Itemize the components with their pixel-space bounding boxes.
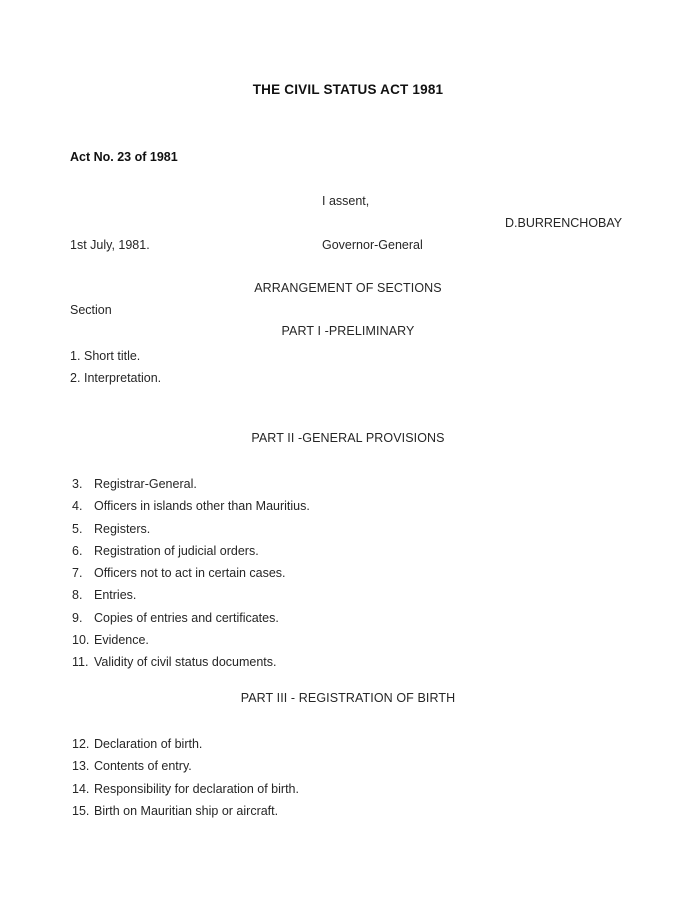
section-number: 3. (72, 477, 83, 491)
section-label: Registration of judicial orders. (94, 543, 259, 558)
assent-signatory: D.BURRENCHOBAY (505, 216, 623, 230)
assent-date: 1st July, 1981. (70, 238, 150, 252)
section-number: 8. (72, 588, 83, 603)
part-heading-1: PART I -PRELIMINARY (281, 324, 415, 338)
section-label: Short title. (84, 349, 141, 363)
section-label: Evidence. (94, 633, 149, 648)
list-item (72, 518, 310, 540)
section-list-part-1 (70, 345, 161, 390)
section-label: Interpretation. (84, 371, 162, 386)
list-item (72, 651, 310, 673)
section-label: Officers not to act in certain cases. (94, 566, 286, 581)
section-number: 15. (72, 803, 90, 818)
assent-office: Governor-General (322, 238, 423, 252)
list-item (72, 629, 310, 651)
page-title: THE CIVIL STATUS ACT 1981 (252, 82, 444, 97)
list-item (72, 607, 310, 629)
list-item (72, 800, 299, 822)
list-item (70, 367, 161, 389)
part-heading-2: PART II -GENERAL PROVISIONS (251, 431, 445, 445)
section-label: Validity of civil status documents. (94, 655, 277, 670)
section-label: Officers in islands other than Mauritius. (94, 499, 310, 514)
section-number: 7. (72, 566, 83, 581)
list-item (72, 584, 310, 606)
list-item (72, 495, 310, 517)
list-item (72, 562, 310, 584)
assent-line: I assent, (322, 194, 370, 208)
section-number: 9. (72, 610, 83, 625)
list-item (72, 755, 299, 777)
section-number: 14. (72, 781, 90, 796)
section-number: 5. (72, 521, 83, 536)
section-column-label: Section (70, 303, 112, 317)
section-number: 1. (70, 349, 81, 363)
section-label: Contents of entry. (94, 759, 192, 774)
list-item (72, 540, 310, 562)
section-number: 13. (72, 759, 90, 774)
section-number: 12. (72, 737, 90, 751)
section-label: Copies of entries and certificates. (94, 610, 279, 625)
section-label: Registers. (94, 521, 151, 536)
section-label: Registrar-General. (94, 477, 197, 491)
list-item (72, 778, 299, 800)
section-label: Declaration of birth. (94, 737, 203, 751)
list-item (72, 473, 310, 495)
section-label: Birth on Mauritian ship or aircraft. (94, 803, 279, 818)
section-label: Entries. (94, 588, 137, 603)
section-number: 11. (72, 655, 89, 670)
section-label: Responsibility for declaration of birth. (94, 781, 299, 796)
section-number: 2. (70, 371, 81, 386)
section-number: 4. (72, 499, 83, 514)
list-item (70, 345, 161, 367)
section-number: 10. (72, 633, 90, 648)
section-number: 6. (72, 543, 83, 558)
part-heading-3: PART III - REGISTRATION OF BIRTH (240, 691, 456, 705)
arrangement-of-sections-heading: ARRANGEMENT OF SECTIONS (254, 281, 442, 295)
act-number: Act No. 23 of 1981 (70, 150, 178, 164)
section-list-part-3 (72, 733, 299, 822)
section-list-part-2 (72, 473, 310, 674)
list-item (72, 733, 299, 755)
